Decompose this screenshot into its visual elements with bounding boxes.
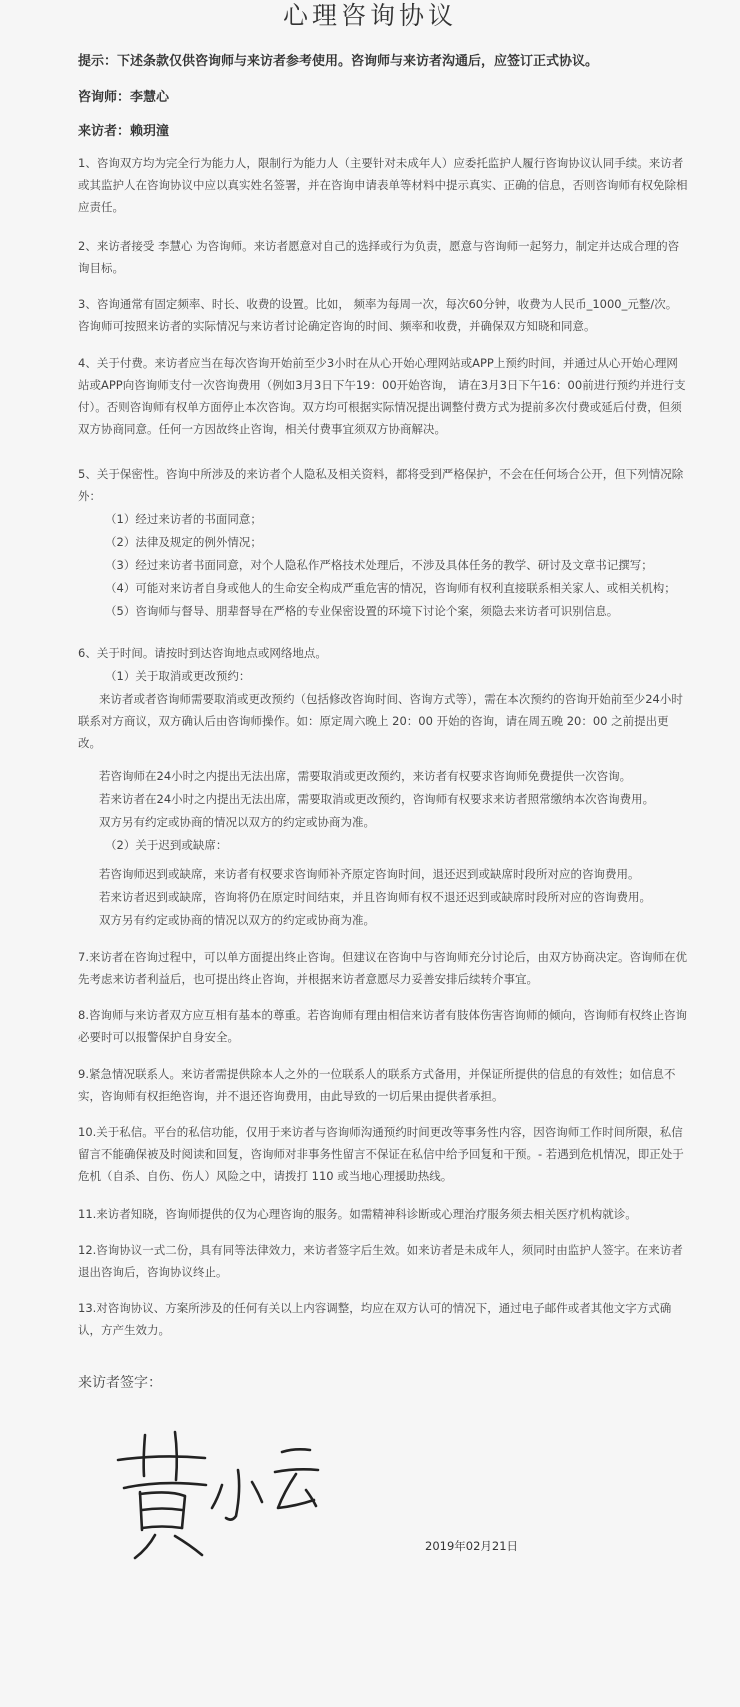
clause-6: 6、关于时间。请按时到达咨询地点或网络地点。 xyxy=(78,646,327,660)
clause-4: 4、关于付费。来访者应当在每次咨询开始前至少3小时在从心开始心理网站或APP上预约时间，并通过从心开始心理网站或APP向咨询师支付一次咨询费用（例如3月3日下午19：00开始咨询， 请在3月3日下午16：00前进行预约并进行支付）。否则咨询师有权单方面停止本次咨询。双方均可根据实际情况提出调整付费方式为提前多次付费或延后付费，但须双方协商同意。任何一方因故终止咨询，相关付费事宜须双方协商解决。 xyxy=(78,356,686,436)
clause-3: 3、咨询通常有固定频率、时长、收费的设置。比如， 频率为每周一次，每次60分钟，收费为人民币_1000_元整/次。咨询师可按照来访者的实际情况与来访者讨论确定咨询的时间、频率和收费，并确保双方知晓和同意。 xyxy=(78,297,678,333)
clause-5-item: （5）咨询师与督导、朋辈督导在严格的专业保密设置的环境下讨论个案，须隐去来访者可识别信息。 xyxy=(105,604,619,618)
notice-text: 提示：下述条款仅供咨询师与来访者参考使用。咨询师与来访者沟通后，应签订正式协议。 xyxy=(78,54,599,69)
handwritten-signature xyxy=(110,1430,340,1570)
clause-13: 13.对咨询协议、方案所涉及的任何有关以上内容调整，均应在双方认可的情况下，通过电子邮件或者其他文字方式确认，方产生效力。 xyxy=(78,1301,672,1337)
clause-6-paragraph: 若咨询师在24小时之内提出无法出席，需要取消或更改预约，来访者有权要求咨询师免费提供一次咨询。 xyxy=(99,769,632,783)
clause-11: 11.来访者知晓，咨询师提供的仅为心理咨询的服务。如需精神科诊断或心理治疗服务须去相关医疗机构就诊。 xyxy=(78,1207,637,1221)
clause-6-paragraph: 若来访者在24小时之内提出无法出席，需要取消或更改预约，咨询师有权要求来访者照常缴纳本次咨询费用。 xyxy=(99,792,655,806)
client-line: 来访者：赖玥潼 xyxy=(78,124,170,139)
clause-2: 2、来访者接受 李慧心 为咨询师。来访者愿意对自己的选择或行为负责，愿意与咨询师一起努力，制定并达成合理的咨询目标。 xyxy=(78,239,680,275)
clause-10: 10.关于私信。平台的私信功能，仅用于来访者与咨询师沟通预约时间更改等事务性内容，因咨询师工作时间所限，私信留言不能确保被及时阅读和回复，咨询师对非事务性留言不保证在私信中给予回复和干预。- 若遇到危机情况，即正处于危机（自杀、自伤、伤人）风险之中，请拨打 110 或当地心理援助热线。 xyxy=(78,1125,684,1183)
clause-7: 7.来访者在咨询过程中，可以单方面提出终止咨询。但建议在咨询中与咨询师充分讨论后，由双方协商决定。咨询师在优先考虑来访者利益后，也可提出终止咨询，并根据来访者意愿尽力妥善安排后续转介事宜。 xyxy=(78,950,687,986)
clause-5-item: （3）经过来访者书面同意，对个人隐私作严格技术处理后，不涉及具体任务的教学、研讨及文章书记撰写； xyxy=(105,558,653,572)
clause-9: 9.紧急情况联系人。来访者需提供除本人之外的一位联系人的联系方式备用，并保证所提供的信息的有效性；如信息不实，咨询师有权拒绝咨询，并不退还咨询费用，由此导致的一切后果由提供者承担。 xyxy=(78,1067,676,1103)
clause-5: 5、关于保密性。咨询中所涉及的来访者个人隐私及相关资料，都将受到严格保护，不会在任何场合公开，但下列情况除外： xyxy=(78,467,684,503)
clause-1: 1、咨询双方均为完全行为能力人，限制行为能力人（主要针对未成年人）应委托监护人履行咨询协议认同手续。来访者或其监护人在咨询协议中应以真实姓名签署，并在咨询申请表单等材料中提示真实、正确的信息，否则咨询师有权免除相应责任。 xyxy=(78,156,688,214)
signature-label: 来访者签字： xyxy=(78,1375,162,1391)
clause-5-item: （2）法律及规定的例外情况； xyxy=(105,535,262,549)
clause-6-paragraph: 若来访者迟到或缺席，咨询将仍在原定时间结束，并且咨询师有权不退还迟到或缺席时段所对应的咨询费用。 xyxy=(99,890,651,904)
clause-6-paragraph: 双方另有约定或协商的情况以双方的约定或协商为准。 xyxy=(99,913,375,927)
clause-8: 8.咨询师与来访者双方应互相有基本的尊重。若咨询师有理由相信来访者有肢体伤害咨询师的倾向，咨询师有权终止咨询必要时可以报警保护自身安全。 xyxy=(78,1008,687,1044)
document-title: 心理咨询协议 xyxy=(282,1,457,30)
signature-date: 2019年02月21日 xyxy=(425,1539,519,1553)
clause-6-sub-heading: （1）关于取消或更改预约： xyxy=(105,669,251,683)
clause-5-item: （4）可能对来访者自身或他人的生命安全构成严重危害的情况，咨询师有权利直接联系相关家人、或相关机构； xyxy=(105,581,676,595)
clause-6-paragraph: 双方另有约定或协商的情况以双方的约定或协商为准。 xyxy=(99,815,375,829)
counselor-line: 咨询师：李慧心 xyxy=(78,90,170,105)
clause-5-item: （1）经过来访者的书面同意； xyxy=(105,512,262,526)
clause-6-sub-heading: （2）关于迟到或缺席： xyxy=(105,838,228,852)
clause-6-paragraph: 若咨询师迟到或缺席，来访者有权要求咨询师补齐原定咨询时间，退还迟到或缺席时段所对应的咨询费用。 xyxy=(99,867,640,881)
clause-12: 12.咨询协议一式二份，具有同等法律效力，来访者签字后生效。如来访者是未成年人，须同时由监护人签字。在来访者退出咨询后，咨询协议终止。 xyxy=(78,1243,683,1279)
clause-6-paragraph: 来访者或者咨询师需要取消或更改预约（包括修改咨询时间、咨询方式等），需在本次预约的咨询开始前至少24小时联系对方商议，双方确认后由咨询师操作。如：原定周六晚上 20：00 开始的咨询，请在周五晚 20：00 之前提出更改。 xyxy=(78,692,683,750)
